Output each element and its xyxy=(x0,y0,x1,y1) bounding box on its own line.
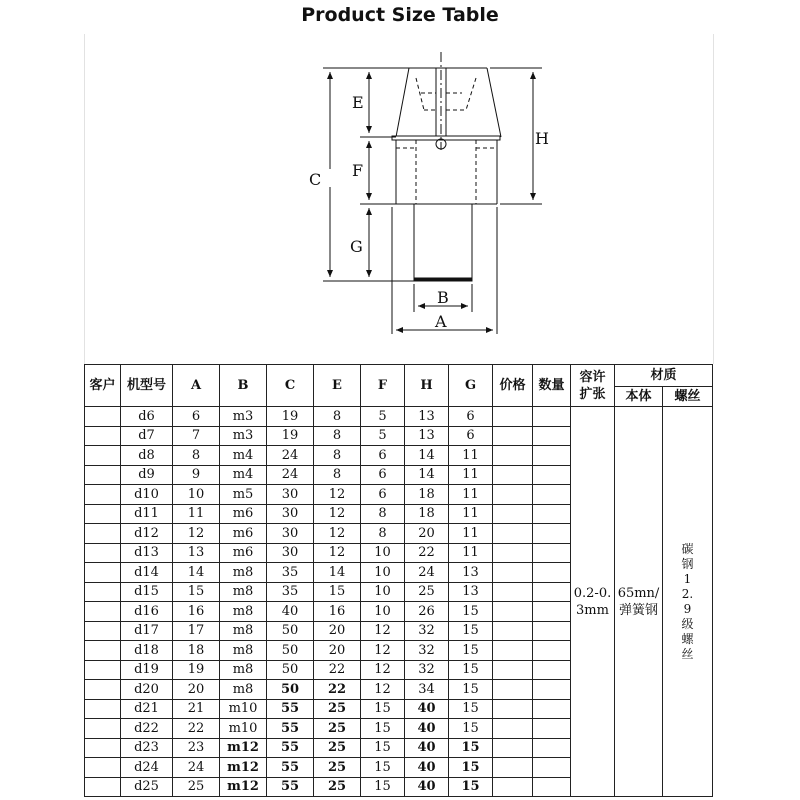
cell-qty xyxy=(533,680,571,700)
cell-a: 20 xyxy=(173,680,220,700)
cell-e: 20 xyxy=(314,621,361,641)
cell-g: 15 xyxy=(449,680,493,700)
cell-model: d8 xyxy=(121,446,173,466)
cell-b: m8 xyxy=(220,602,267,622)
dim-label-b: B xyxy=(437,288,449,307)
cell-a: 18 xyxy=(173,641,220,661)
header-g: G xyxy=(449,365,493,407)
cell-e: 8 xyxy=(314,426,361,446)
cell-f: 5 xyxy=(361,426,405,446)
cell-qty xyxy=(533,407,571,427)
cell-c: 50 xyxy=(267,660,314,680)
cell-a: 25 xyxy=(173,777,220,797)
cell-price xyxy=(493,426,533,446)
cell-customer xyxy=(85,699,121,719)
cell-c: 55 xyxy=(267,758,314,778)
cell-c: 30 xyxy=(267,504,314,524)
cell-g: 13 xyxy=(449,582,493,602)
cell-g: 15 xyxy=(449,602,493,622)
cell-customer xyxy=(85,680,121,700)
cell-customer xyxy=(85,465,121,485)
cell-f: 6 xyxy=(361,465,405,485)
cell-g: 11 xyxy=(449,485,493,505)
cell-b: m8 xyxy=(220,660,267,680)
cell-a: 19 xyxy=(173,660,220,680)
cell-a: 12 xyxy=(173,524,220,544)
cell-g: 15 xyxy=(449,777,493,797)
cell-e: 12 xyxy=(314,504,361,524)
cell-qty xyxy=(533,621,571,641)
tolerance-cell xyxy=(571,407,615,797)
cell-price xyxy=(493,680,533,700)
cell-c: 40 xyxy=(267,602,314,622)
cell-h: 13 xyxy=(405,407,449,427)
cell-model: d19 xyxy=(121,660,173,680)
cell-qty xyxy=(533,543,571,563)
cell-f: 10 xyxy=(361,602,405,622)
cell-f: 12 xyxy=(361,680,405,700)
cell-b: m3 xyxy=(220,426,267,446)
cell-model: d18 xyxy=(121,641,173,661)
cell-h: 13 xyxy=(405,426,449,446)
cell-c: 24 xyxy=(267,446,314,466)
cell-b: m12 xyxy=(220,758,267,778)
cell-h: 40 xyxy=(405,719,449,739)
cell-f: 12 xyxy=(361,660,405,680)
cell-h: 32 xyxy=(405,641,449,661)
header-b: B xyxy=(220,365,267,407)
cell-model: d16 xyxy=(121,602,173,622)
cell-a: 24 xyxy=(173,758,220,778)
cell-b: m4 xyxy=(220,465,267,485)
cell-customer xyxy=(85,641,121,661)
cell-price xyxy=(493,504,533,524)
cell-model: d12 xyxy=(121,524,173,544)
header-quantity: 数量 xyxy=(533,365,571,407)
cell-g: 11 xyxy=(449,524,493,544)
header-a: A xyxy=(173,365,220,407)
cell-customer xyxy=(85,524,121,544)
cell-g: 6 xyxy=(449,407,493,427)
cell-f: 12 xyxy=(361,641,405,661)
cell-g: 15 xyxy=(449,621,493,641)
cell-price xyxy=(493,699,533,719)
cell-c: 55 xyxy=(267,719,314,739)
cell-qty xyxy=(533,426,571,446)
cell-c: 35 xyxy=(267,563,314,583)
cell-g: 6 xyxy=(449,426,493,446)
cell-customer xyxy=(85,504,121,524)
cell-customer xyxy=(85,719,121,739)
cell-model: d22 xyxy=(121,719,173,739)
cell-model: d11 xyxy=(121,504,173,524)
cell-model: d15 xyxy=(121,582,173,602)
cell-price xyxy=(493,485,533,505)
cell-qty xyxy=(533,504,571,524)
cell-price xyxy=(493,660,533,680)
cell-model: d25 xyxy=(121,777,173,797)
cell-f: 10 xyxy=(361,582,405,602)
cell-price xyxy=(493,407,533,427)
cell-e: 20 xyxy=(314,641,361,661)
cell-h: 14 xyxy=(405,465,449,485)
cell-b: m6 xyxy=(220,504,267,524)
cell-e: 25 xyxy=(314,758,361,778)
cell-f: 15 xyxy=(361,777,405,797)
cell-c: 30 xyxy=(267,543,314,563)
cell-customer xyxy=(85,485,121,505)
cell-a: 8 xyxy=(173,446,220,466)
cell-model: d6 xyxy=(121,407,173,427)
header-h: H xyxy=(405,365,449,407)
cell-price xyxy=(493,621,533,641)
cell-e: 8 xyxy=(314,407,361,427)
dim-label-e: E xyxy=(352,93,364,112)
header-body: 本体 xyxy=(615,387,663,407)
cell-g: 15 xyxy=(449,660,493,680)
cell-b: m10 xyxy=(220,699,267,719)
header-f: F xyxy=(361,365,405,407)
cell-c: 55 xyxy=(267,699,314,719)
cell-qty xyxy=(533,719,571,739)
collet-dimension-diagram xyxy=(0,0,800,364)
cell-price xyxy=(493,524,533,544)
cell-e: 25 xyxy=(314,777,361,797)
cell-h: 32 xyxy=(405,621,449,641)
size-table xyxy=(84,364,713,797)
cell-f: 6 xyxy=(361,485,405,505)
cell-b: m6 xyxy=(220,543,267,563)
dim-label-a: A xyxy=(435,312,447,331)
cell-f: 8 xyxy=(361,504,405,524)
body-material-value: 65mn/弹簧钢 xyxy=(617,585,660,618)
cell-g: 15 xyxy=(449,641,493,661)
cell-f: 5 xyxy=(361,407,405,427)
cell-a: 15 xyxy=(173,582,220,602)
cell-f: 10 xyxy=(361,563,405,583)
cell-g: 11 xyxy=(449,543,493,563)
cell-c: 55 xyxy=(267,738,314,758)
cell-customer xyxy=(85,446,121,466)
cell-e: 15 xyxy=(314,582,361,602)
cell-a: 16 xyxy=(173,602,220,622)
cell-model: d20 xyxy=(121,680,173,700)
cell-price xyxy=(493,582,533,602)
dim-label-f: F xyxy=(352,161,364,180)
cell-c: 24 xyxy=(267,465,314,485)
cell-e: 12 xyxy=(314,524,361,544)
dim-label-h: H xyxy=(535,129,549,148)
cell-customer xyxy=(85,426,121,446)
screw-material-cell xyxy=(663,407,713,797)
cell-b: m8 xyxy=(220,641,267,661)
cell-h: 22 xyxy=(405,543,449,563)
cell-price xyxy=(493,641,533,661)
table-row xyxy=(85,407,713,427)
cell-customer xyxy=(85,758,121,778)
cell-customer xyxy=(85,407,121,427)
cell-h: 20 xyxy=(405,524,449,544)
cell-b: m8 xyxy=(220,582,267,602)
cell-c: 19 xyxy=(267,426,314,446)
cell-e: 8 xyxy=(314,465,361,485)
cell-qty xyxy=(533,563,571,583)
cell-qty xyxy=(533,641,571,661)
cell-model: d10 xyxy=(121,485,173,505)
cell-b: m4 xyxy=(220,446,267,466)
size-table-body xyxy=(85,407,713,797)
cell-customer xyxy=(85,602,121,622)
cell-customer xyxy=(85,563,121,583)
cell-g: 11 xyxy=(449,504,493,524)
cell-e: 25 xyxy=(314,738,361,758)
cell-a: 11 xyxy=(173,504,220,524)
header-e: E xyxy=(314,365,361,407)
header-tolerance: 容许扩张 xyxy=(571,365,615,407)
cell-f: 10 xyxy=(361,543,405,563)
cell-model: d23 xyxy=(121,738,173,758)
cell-b: m8 xyxy=(220,621,267,641)
cell-b: m8 xyxy=(220,680,267,700)
cell-b: m6 xyxy=(220,524,267,544)
cell-price xyxy=(493,758,533,778)
cell-model: d13 xyxy=(121,543,173,563)
cell-b: m8 xyxy=(220,563,267,583)
cell-h: 40 xyxy=(405,758,449,778)
cell-qty xyxy=(533,446,571,466)
cell-price xyxy=(493,777,533,797)
cell-g: 11 xyxy=(449,446,493,466)
cell-h: 40 xyxy=(405,699,449,719)
cell-c: 19 xyxy=(267,407,314,427)
cell-a: 22 xyxy=(173,719,220,739)
page-title: Product Size Table xyxy=(301,4,499,26)
cell-c: 50 xyxy=(267,621,314,641)
cell-a: 10 xyxy=(173,485,220,505)
cell-model: d17 xyxy=(121,621,173,641)
cell-a: 21 xyxy=(173,699,220,719)
header-screw: 螺丝 xyxy=(663,387,713,407)
header-customer: 客户 xyxy=(85,365,121,407)
cell-a: 9 xyxy=(173,465,220,485)
cell-qty xyxy=(533,602,571,622)
cell-e: 8 xyxy=(314,446,361,466)
cell-price xyxy=(493,563,533,583)
body-material-cell xyxy=(615,407,663,797)
header-model: 机型号 xyxy=(121,365,173,407)
cell-customer xyxy=(85,738,121,758)
cell-h: 18 xyxy=(405,485,449,505)
cell-qty xyxy=(533,777,571,797)
cell-customer xyxy=(85,543,121,563)
cell-model: d7 xyxy=(121,426,173,446)
screw-material-value: 碳钢12.9级螺丝 xyxy=(681,541,694,661)
cell-b: m12 xyxy=(220,777,267,797)
cell-f: 15 xyxy=(361,699,405,719)
cell-g: 11 xyxy=(449,465,493,485)
cell-b: m5 xyxy=(220,485,267,505)
cell-b: m10 xyxy=(220,719,267,739)
cell-f: 15 xyxy=(361,738,405,758)
cell-qty xyxy=(533,758,571,778)
cell-a: 17 xyxy=(173,621,220,641)
cell-h: 40 xyxy=(405,777,449,797)
cell-model: d24 xyxy=(121,758,173,778)
tolerance-value: 0.2-0.3mm xyxy=(573,585,612,618)
cell-customer xyxy=(85,660,121,680)
cell-a: 13 xyxy=(173,543,220,563)
cell-a: 14 xyxy=(173,563,220,583)
cell-g: 15 xyxy=(449,699,493,719)
cell-qty xyxy=(533,524,571,544)
cell-h: 26 xyxy=(405,602,449,622)
dim-label-g: G xyxy=(350,237,363,256)
cell-c: 35 xyxy=(267,582,314,602)
cell-price xyxy=(493,446,533,466)
cell-c: 50 xyxy=(267,641,314,661)
cell-h: 34 xyxy=(405,680,449,700)
cell-b: m3 xyxy=(220,407,267,427)
cell-qty xyxy=(533,465,571,485)
cell-a: 6 xyxy=(173,407,220,427)
cell-h: 24 xyxy=(405,563,449,583)
cell-model: d9 xyxy=(121,465,173,485)
cell-h: 14 xyxy=(405,446,449,466)
cell-g: 15 xyxy=(449,758,493,778)
cell-price xyxy=(493,602,533,622)
cell-qty xyxy=(533,485,571,505)
cell-e: 12 xyxy=(314,485,361,505)
cell-b: m12 xyxy=(220,738,267,758)
cell-f: 6 xyxy=(361,446,405,466)
cell-customer xyxy=(85,777,121,797)
cell-e: 22 xyxy=(314,660,361,680)
cell-h: 40 xyxy=(405,738,449,758)
cell-model: d14 xyxy=(121,563,173,583)
cell-e: 25 xyxy=(314,719,361,739)
cell-model: d21 xyxy=(121,699,173,719)
cell-f: 15 xyxy=(361,758,405,778)
cell-h: 32 xyxy=(405,660,449,680)
cell-a: 7 xyxy=(173,426,220,446)
cell-e: 12 xyxy=(314,543,361,563)
cell-qty xyxy=(533,738,571,758)
cell-customer xyxy=(85,621,121,641)
cell-a: 23 xyxy=(173,738,220,758)
cell-h: 25 xyxy=(405,582,449,602)
cell-h: 18 xyxy=(405,504,449,524)
cell-price xyxy=(493,465,533,485)
header-c: C xyxy=(267,365,314,407)
cell-price xyxy=(493,543,533,563)
cell-price xyxy=(493,719,533,739)
cell-customer xyxy=(85,582,121,602)
cell-qty xyxy=(533,660,571,680)
dim-label-c: C xyxy=(309,170,322,189)
cell-f: 15 xyxy=(361,719,405,739)
cell-c: 30 xyxy=(267,485,314,505)
cell-e: 16 xyxy=(314,602,361,622)
cell-e: 22 xyxy=(314,680,361,700)
cell-e: 14 xyxy=(314,563,361,583)
cell-c: 30 xyxy=(267,524,314,544)
cell-qty xyxy=(533,582,571,602)
cell-c: 55 xyxy=(267,777,314,797)
header-material: 材质 xyxy=(615,365,713,387)
cell-qty xyxy=(533,699,571,719)
cell-f: 12 xyxy=(361,621,405,641)
cell-e: 25 xyxy=(314,699,361,719)
cell-g: 13 xyxy=(449,563,493,583)
cell-g: 15 xyxy=(449,719,493,739)
header-price: 价格 xyxy=(493,365,533,407)
cell-price xyxy=(493,738,533,758)
cell-c: 50 xyxy=(267,680,314,700)
cell-f: 8 xyxy=(361,524,405,544)
cell-g: 15 xyxy=(449,738,493,758)
